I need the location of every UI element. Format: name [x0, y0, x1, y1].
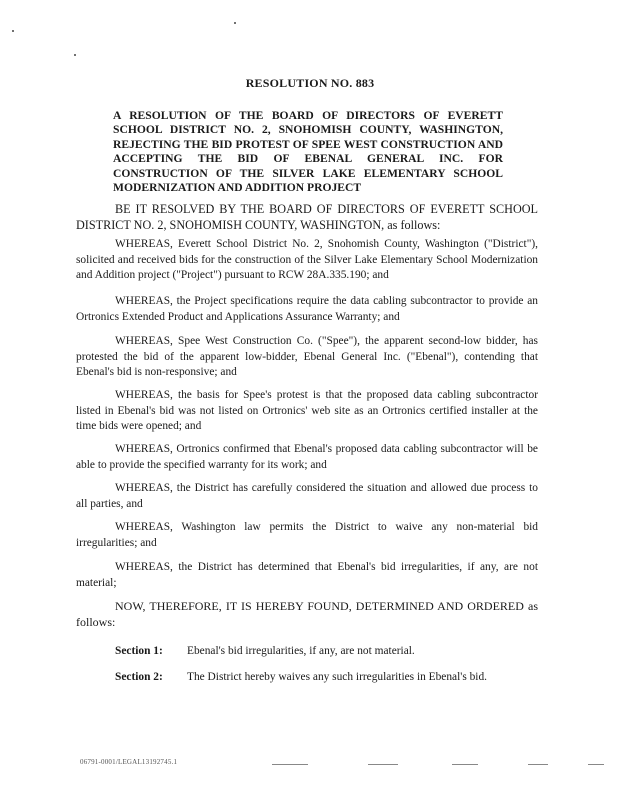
whereas-paragraph: WHEREAS, Spee West Construction Co. ("Spee"), the apparent second-low bidder, has protested the bid of the apparent low-bidder, Ebenal General Inc. ("Ebenal"), contending that Ebenal's bid is non-responsive; and	[76, 335, 538, 379]
resolution-heading: A RESOLUTION OF THE BOARD OF DIRECTORS OF EVERETT SCHOOL DISTRICT NO. 2, SNOHOMISH COUNTY, WASHINGTON, REJECTING THE BID PROTEST OF SPEE WEST CONSTRUCTION AND ACCEPTING THE BID OF EBENAL GENERAL INC. FOR CONSTRUCTION OF THE SILVER LAKE ELEMENTARY SCHOOL MODERNIZATION AND ADDITION PROJECT	[113, 109, 503, 195]
section-1	[115, 645, 535, 657]
scan-speck	[234, 22, 236, 24]
therefore-paragraph: NOW, THEREFORE, IT IS HEREBY FOUND, DETERMINED AND ORDERED as follows:	[76, 599, 538, 629]
whereas-paragraph: WHEREAS, the basis for Spee's protest is that the proposed data cabling subcontractor listed in Ebenal's bid was not listed on Ortronics' web site as an Ortronics certified installer at the time bids were opened; and	[76, 389, 538, 433]
whereas-paragraph: WHEREAS, the District has carefully considered the situation and allowed due process to all parties, and	[76, 482, 538, 510]
section-label: Section 2:	[115, 671, 163, 683]
resolution-title: RESOLUTION NO. 883	[245, 76, 375, 90]
footer-document-code: 06791-0001/LEGAL13192745.1	[80, 758, 178, 766]
scan-speck	[12, 30, 14, 32]
resolved-paragraph: BE IT RESOLVED BY THE BOARD OF DIRECTORS OF EVERETT SCHOOL DISTRICT NO. 2, SNOHOMISH COUNTY, WASHINGTON, as follows:	[76, 202, 538, 232]
section-2	[115, 671, 535, 683]
scan-speck	[74, 54, 76, 56]
footer-rule	[588, 764, 604, 765]
section-text: The District hereby waives any such irregularities in Ebenal's bid.	[187, 671, 488, 683]
section-label: Section 1:	[115, 645, 163, 657]
footer-rule	[452, 764, 478, 765]
footer-rule	[368, 764, 398, 765]
whereas-paragraph: WHEREAS, the Project specifications require the data cabling subcontractor to provide an Ortronics Extended Product and Applications Assurance Warranty; and	[76, 295, 538, 323]
footer-rule	[528, 764, 548, 765]
whereas-paragraph: WHEREAS, Ortronics confirmed that Ebenal's proposed data cabling subcontractor will be able to provide the specified warranty for its work; and	[76, 443, 538, 471]
whereas-paragraph: WHEREAS, the District has determined that Ebenal's bid irregularities, if any, are not material;	[76, 561, 538, 589]
whereas-paragraph: WHEREAS, Washington law permits the District to waive any non-material bid irregularities; and	[76, 521, 538, 549]
footer-rule	[272, 764, 308, 765]
section-text: Ebenal's bid irregularities, if any, are not material.	[187, 645, 415, 657]
whereas-paragraph: WHEREAS, Everett School District No. 2, Snohomish County, Washington ("District"), solicited and received bids for the construction of the Silver Lake Elementary School Modernization and Addition project ("Project") pursuant to RCW 28A.335.190; and	[76, 238, 538, 282]
